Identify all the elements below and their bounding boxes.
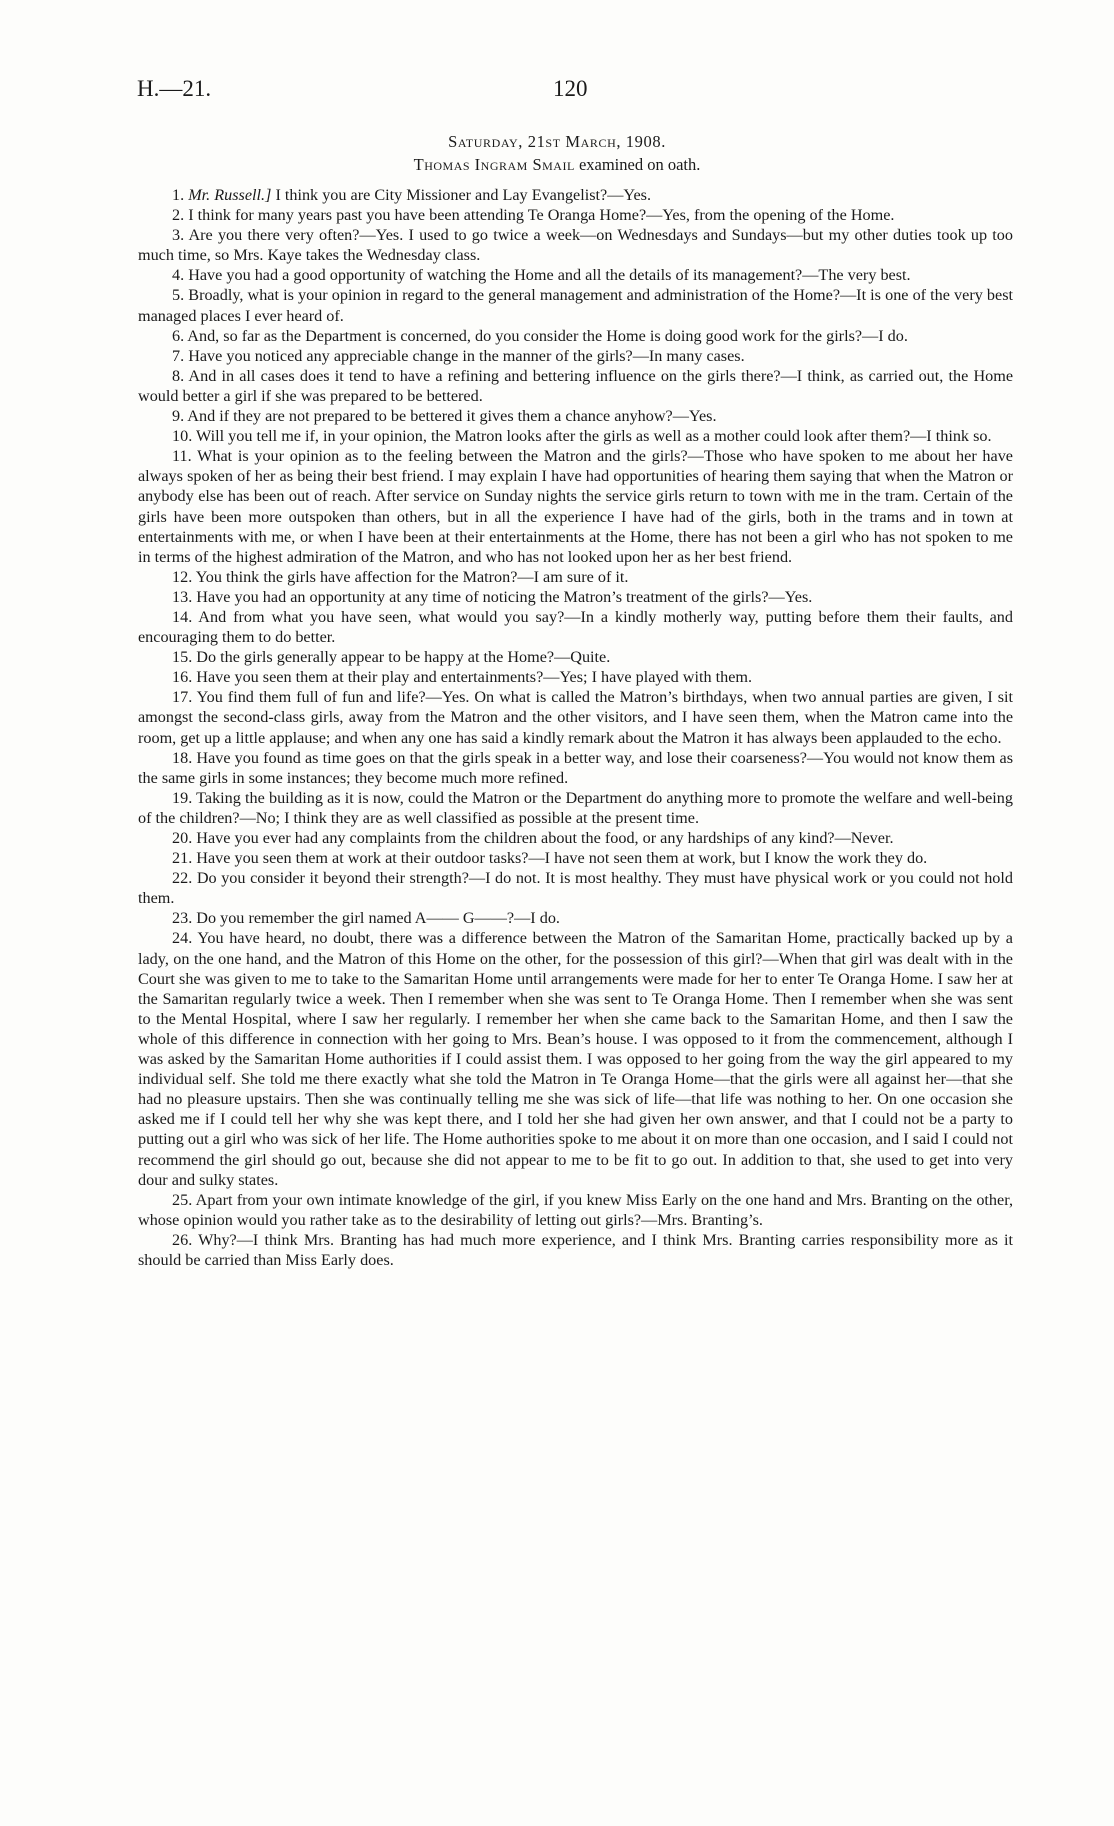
question-number: 6. bbox=[172, 326, 185, 345]
question-text: Do the girls generally appear to be happy at the Home?—Quite. bbox=[196, 648, 611, 667]
question-number: 26. bbox=[172, 1230, 193, 1249]
witness-line bbox=[0, 155, 1114, 175]
question-text: Have you seen them at work at their outdoor tasks?—I have not seen them at work, but I know the work they do. bbox=[196, 849, 928, 868]
question-text: Have you had an opportunity at any time of noticing the Matron’s treatment of the girls?—Yes. bbox=[196, 587, 813, 606]
question-paragraph bbox=[138, 1230, 1013, 1270]
question-number: 18. bbox=[172, 748, 193, 767]
speaker-label: Mr. Russell.] bbox=[188, 186, 272, 204]
question-text: Broadly, what is your opinion in regard to the general management and administration of the Home?—It is one of the very best managed places I ever heard of. bbox=[138, 286, 1014, 325]
question-text: I think for many years past you have been attending Te Oranga Home?—Yes, from the opening of the Home. bbox=[188, 206, 895, 225]
question-text: You think the girls have affection for the Matron?—I am sure of it. bbox=[195, 567, 629, 586]
witness-name: Thomas Ingram Smail bbox=[413, 155, 575, 174]
question-text: And in all cases does it tend to have a refining and bettering influence on the girls there?—I think, as carried out, the Home would better a girl if she was prepared to be bettered. bbox=[138, 366, 1013, 405]
question-text: Have you had a good opportunity of watching the Home and all the details of its management?—The very best. bbox=[188, 266, 911, 285]
question-number: 13. bbox=[172, 587, 193, 606]
question-text: You find them full of fun and life?—Yes. On what is called the Matron’s birthdays, when two annual parties are given, I sit amongst the second-class girls, away from the Matron and the other visitors, and I have seen them, when the Matron came into the room, get up a little applause; and when any one has said a kindly remark about the Matron it has always been applauded to the echo. bbox=[138, 688, 1013, 747]
question-number: 1. bbox=[172, 186, 185, 204]
question-paragraph bbox=[138, 1190, 1013, 1230]
question-number: 7. bbox=[172, 346, 185, 365]
question-number: 16. bbox=[172, 668, 193, 687]
question-text: And if they are not prepared to be bettered it gives them a chance anyhow?—Yes. bbox=[187, 407, 717, 426]
question-paragraph bbox=[138, 647, 1013, 667]
question-paragraph bbox=[138, 366, 1013, 406]
session-date: Saturday, 21st March, 1908. bbox=[448, 132, 666, 151]
question-text: Will you tell me if, in your opinion, the Matron looks after the girls as well as a mother could look after them?—I think so. bbox=[196, 427, 992, 446]
question-number: 3. bbox=[172, 226, 185, 245]
question-paragraph bbox=[138, 265, 1013, 285]
question-number: 20. bbox=[172, 829, 193, 847]
question-text: Why?—I think Mrs. Branting has had much more experience, and I think Mrs. Branting carries responsibility more as it should be carried than Miss Early does. bbox=[138, 1230, 1013, 1269]
question-paragraph bbox=[138, 567, 1013, 587]
question-number: 11. bbox=[172, 447, 192, 466]
question-number: 22. bbox=[172, 869, 193, 888]
question-paragraph bbox=[138, 607, 1013, 647]
question-paragraph bbox=[138, 185, 1013, 205]
question-text: Do you consider it beyond their strength?—I do not. It is most healthy. They must have physical work or you could not hold them. bbox=[138, 869, 1013, 908]
question-number: 12. bbox=[172, 567, 193, 586]
question-text: What is your opinion as to the feeling between the Matron and the girls?—Those who have spoken to me about her have always spoken of her as being their best friend. I may explain I have had opportunities of hearing them saying that when the Matron or anybody else has been out of reach. After service on Sunday nights the service girls return to town with me in the tram. Certain of the girls have been more outspoken than others, but in all the experience I have had of the girls, both in the trams and in town at entertainments with me, or when I have been at their entertainments at the Home, there has not been a girl who has not spoken to me in terms of the highest admiration of the Matron, and who has not looked upon her as her best friend. bbox=[138, 447, 1013, 566]
question-paragraph bbox=[138, 928, 1013, 1189]
question-paragraph bbox=[138, 848, 1013, 868]
question-text: Have you noticed any appreciable change in the manner of the girls?—In many cases. bbox=[188, 346, 745, 365]
question-paragraph bbox=[138, 828, 1013, 848]
question-text: Apart from your own intimate knowledge of the girl, if you knew Miss Early on the one hand and Mrs. Branting on the other, whose opinion would you rather take as to the desirability of letting out girls?—Mrs. Branting’s. bbox=[138, 1190, 1013, 1229]
question-number: 25. bbox=[172, 1190, 193, 1209]
question-text: Taking the building as it is now, could the Matron or the Department do anything more to promote the welfare and well-being of the children?—No; I think they are as well classified as possible at the present time. bbox=[138, 788, 1013, 827]
question-number: 10. bbox=[172, 427, 193, 446]
question-number: 21. bbox=[172, 849, 193, 868]
question-text: Do you remember the girl named A—— G——?—I do. bbox=[196, 909, 560, 928]
question-number: 4. bbox=[172, 266, 185, 285]
question-paragraph bbox=[138, 788, 1013, 828]
question-paragraph bbox=[138, 285, 1013, 325]
question-text: Have you found as time goes on that the girls speak in a better way, and lose their coarseness?—You would not know them as the same girls in some instances; they become much more refined. bbox=[138, 748, 1013, 787]
question-paragraph bbox=[138, 446, 1013, 567]
question-text: And, so far as the Department is concerned, do you consider the Home is doing good work for the girls?—I do. bbox=[187, 326, 908, 345]
witness-suffix: examined on oath. bbox=[574, 155, 701, 174]
question-paragraph bbox=[138, 667, 1013, 687]
question-paragraph bbox=[138, 426, 1013, 446]
question-paragraph bbox=[138, 748, 1013, 788]
question-number: 2. bbox=[172, 206, 185, 225]
question-paragraph bbox=[138, 225, 1013, 265]
question-paragraph bbox=[138, 687, 1013, 747]
examination-text bbox=[138, 185, 1013, 1270]
question-paragraph bbox=[138, 406, 1013, 426]
question-number: 5. bbox=[172, 286, 185, 305]
question-paragraph bbox=[138, 868, 1013, 908]
document-reference: H.—21. bbox=[137, 76, 212, 101]
question-paragraph bbox=[138, 326, 1013, 346]
question-number: 19. bbox=[172, 788, 193, 807]
question-text: Have you ever had any complaints from the children about the food, or any hardships of any kind?—Never. bbox=[196, 829, 894, 847]
question-text: You have heard, no doubt, there was a difference between the Matron of the Samaritan Home, practically backed up by a lady, on the one hand, and the Matron of this Home on the other, for the possession of this girl?—When that girl was dealt with in the Court she was given to me to take to the Samaritan Home until arrangements were made for her to enter Te Oranga Home. I saw her at the Samaritan regularly twice a week. Then I remember when she was sent to Te Oranga Home. Then I remember when she was sent to the Mental Hospital, where I saw her regularly. I remember her when she came back to the Samaritan Home, and then I saw the whole of this difference in connection with her going to Mrs. Bean’s house. I was opposed to it from the commencement, although I was asked by the Samaritan Home authorities if I could assist them. I was opposed to her going from the way the girl appeared to my individual self. She told me there exactly what she told the Matron in Te Oranga Home—that the girls were all against her—that she had no pleasure upstairs. Then she was continually telling me she was sick of life—that life was nothing to her. On one occasion she asked me if I could tell her why she was kept there, and I told her she had given her own answer, and that I could not be a party to putting out a girl who was sick of her life. The Home authorities spoke to me about it on more than one occasion, and I said I could not recommend the girl should go out, because she did not appear to me to be fit to go out. In addition to that, she used to get into very dour and sulky states. bbox=[138, 929, 1013, 1189]
question-number: 23. bbox=[172, 909, 193, 928]
question-paragraph bbox=[138, 205, 1013, 225]
question-paragraph bbox=[138, 346, 1013, 366]
question-number: 15. bbox=[172, 648, 193, 667]
question-number: 8. bbox=[172, 366, 185, 385]
question-text: Are you there very often?—Yes. I used to go twice a week—on Wednesdays and Sundays—but my other duties took up too much time, so Mrs. Kaye takes the Wednesday class. bbox=[138, 226, 1013, 265]
question-paragraph bbox=[138, 587, 1013, 607]
question-text: And from what you have seen, what would you say?—In a kindly motherly way, putting before them their faults, and encouraging them to do better. bbox=[138, 607, 1013, 647]
page-number: 120 bbox=[553, 76, 588, 101]
question-number: 17. bbox=[172, 688, 193, 707]
question-text: Have you seen them at their play and entertainments?—Yes; I have played with them. bbox=[196, 668, 753, 687]
question-paragraph bbox=[138, 908, 1013, 928]
question-number: 24. bbox=[172, 929, 193, 948]
question-text: I think you are City Missioner and Lay Evangelist?—Yes. bbox=[271, 186, 651, 204]
question-number: 9. bbox=[172, 407, 185, 426]
question-number: 14. bbox=[172, 607, 193, 626]
